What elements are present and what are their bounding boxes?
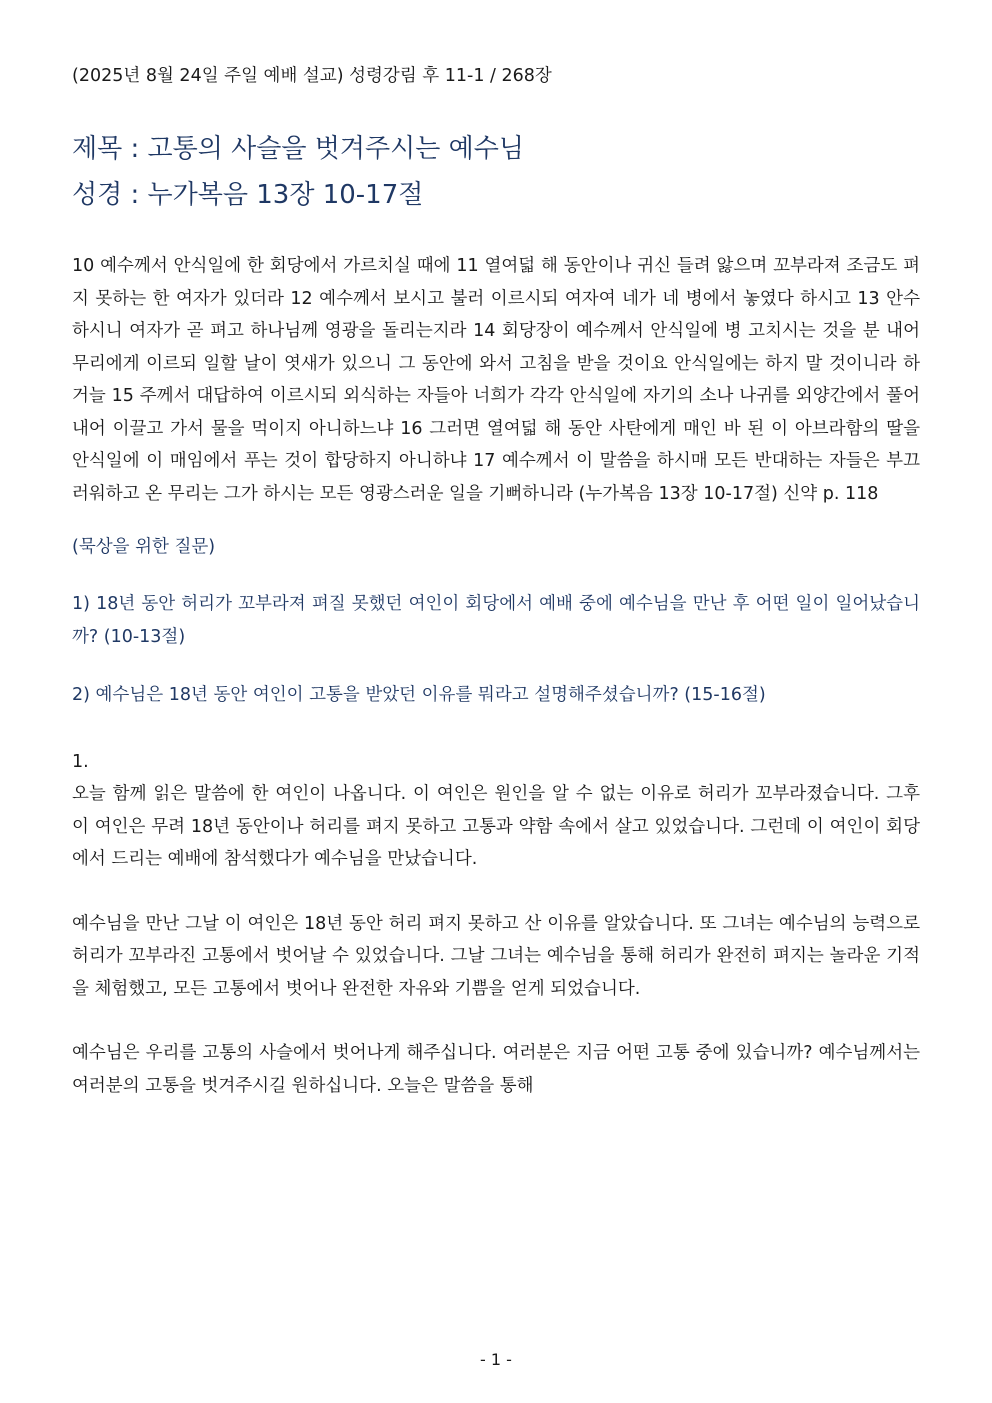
- meditation-heading: (묵상을 위한 질문): [72, 537, 216, 557]
- meditation-question-2: 2) 예수님은 18년 동안 여인이 고통을 받았던 이유를 뭐라고 설명해주셨습니까? (15-16절): [72, 685, 766, 705]
- body-paragraph: 예수님을 만난 그날 이 여인은 18년 동안 허리 펴지 못하고 산 이유를 알았습니다. 또 그녀는 예수님의 능력으로 허리가 꼬부라진 고통에서 벗어날 수 있었습니다. 그날 그녀는 예수님을 통해 허리가 완전히 펴지는 놀라운 기적을 체험했고, 모든 고통에서 벗어나 완전한 자유와 기쁨을 얻게 되었습니다.: [72, 913, 920, 999]
- scripture-passage: 10 예수께서 안식일에 한 회당에서 가르치실 때에 11 열여덟 해 동안이나 귀신 들려 앓으며 꼬부라져 조금도 펴지 못하는 한 여자가 있더라 12 예수께서 보시고 불러 이르시되 여자여 네가 네 병에서 놓였다 하시고 13 안수하시니 여자가 곧 펴고 하나님께 영광을 돌리는지라 14 회당장이 예수께서 안식일에 병 고치시는 것을 분 내어 무리에게 이르되 일할 날이 엿새가 있으니 그 동안에 와서 고침을 받을 것이요 안식일에는 하지 말 것이니라 하거늘 15 주께서 대답하여 이르시되 외식하는 자들아 너희가 각각 안식일에 자기의 소나 나귀를 외양간에서 풀어내어 이끌고 가서 물을 먹이지 아니하느냐 16 그러면 열여덟 해 동안 사탄에게 매인 바 된 이 아브라함의 딸을 안식일에 이 매임에서 푸는 것이 합당하지 아니하냐 17 예수께서 이 말씀을 하시매 모든 반대하는 자들은 부끄러워하고 온 무리는 그가 하시는 모든 영광스러운 일을 기뻐하니라 (누가복음 13장 10-17절) 신약 p. 118: [72, 256, 920, 504]
- meditation-question-1: 1) 18년 동안 허리가 꼬부라져 펴질 못했던 여인이 회당에서 예배 중에 예수님을 만난 후 어떤 일이 일어났습니까? (10-13절): [72, 594, 920, 647]
- section-number: 1.: [72, 751, 89, 772]
- sermon-header: (2025년 8월 24일 주일 예배 설교) 성령강림 후 11-1 / 268장: [72, 66, 552, 86]
- scripture-reference: 성경 : 누가복음 13장 10-17절: [72, 180, 424, 210]
- body-paragraph: 오늘 함께 읽은 말씀에 한 여인이 나옵니다. 이 여인은 원인을 알 수 없는 이유로 허리가 꼬부라졌습니다. 그후 이 여인은 무려 18년 동안이나 허리를 펴지 못하고 고통과 약함 속에서 살고 있었습니다. 그런데 이 여인이 회당에서 드리는 예배에 참석했다가 예수님을 만났습니다.: [72, 784, 920, 869]
- sermon-title: 제목 : 고통의 사슬을 벗겨주시는 예수님: [72, 134, 524, 164]
- page-number: - 1 -: [480, 1350, 512, 1369]
- body-paragraph: 예수님은 우리를 고통의 사슬에서 벗어나게 해주십니다. 여러분은 지금 어떤 고통 중에 있습니까? 예수님께서는 여러분의 고통을 벗겨주시길 원하십니다. 오늘은 말씀을 통해: [72, 1043, 920, 1096]
- title-block: [72, 126, 920, 218]
